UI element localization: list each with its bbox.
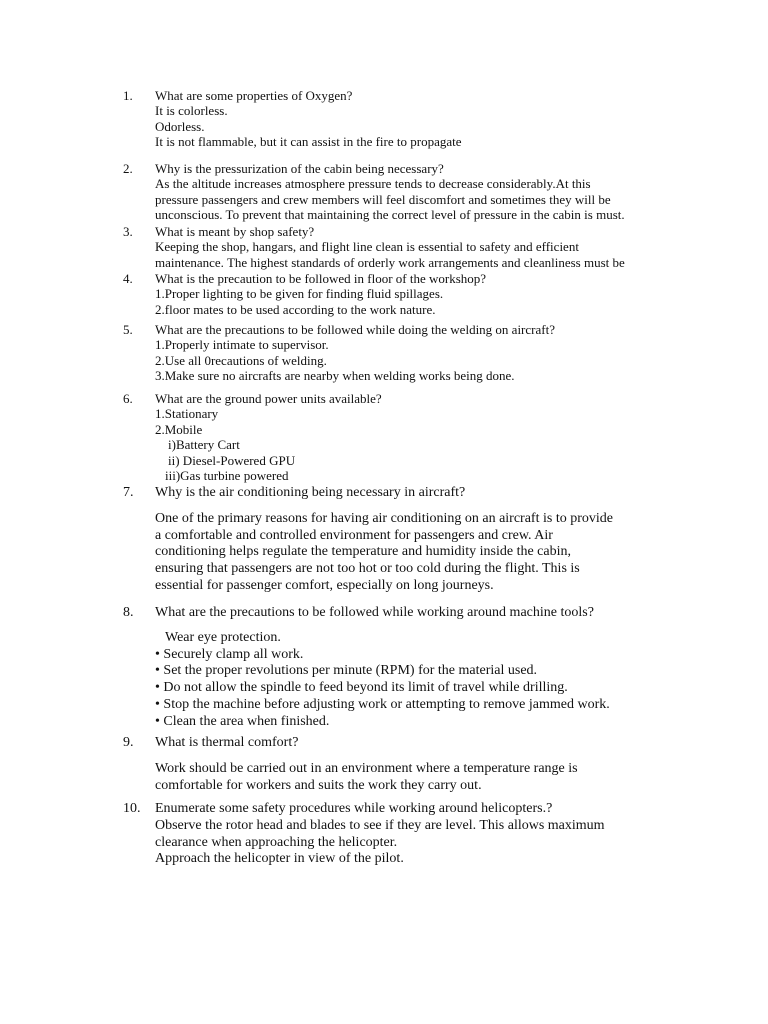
question-number: 4. — [123, 271, 133, 286]
bullet-line: • Stop the machine before adjusting work or attempting to remove jammed work. — [155, 696, 610, 712]
sub-answer-line: iii)Gas turbine powered — [165, 468, 289, 484]
answer-line: 2.floor mates to be used according to the work nature. — [155, 301, 436, 317]
question-number: 3. — [123, 224, 133, 239]
question-text: What are some properties of Oxygen? — [155, 88, 353, 103]
question-number: 10. — [123, 801, 141, 816]
answer-line: Odorless. — [155, 118, 205, 134]
question-number: 7. — [123, 485, 134, 500]
question-number: 6. — [123, 391, 133, 406]
bullet-line: • Securely clamp all work. — [155, 646, 304, 662]
answer-line: It is not flammable, but it can assist in the fire to propagate — [155, 134, 462, 150]
question-text: Why is the pressurization of the cabin being necessary? — [155, 161, 444, 176]
question-text: What are the ground power units available? — [155, 391, 382, 406]
answer-line: ensuring that passengers are not too hot or too cold during the flight. This is — [155, 561, 580, 577]
answer-line: 2.Use all 0recautions of welding. — [155, 352, 327, 368]
answer-line: Work should be carried out in an environment where a temperature range is — [155, 760, 578, 776]
answer-line: 1.Proper lighting to be given for finding fluid spillages. — [155, 286, 444, 302]
answer-line: conditioning helps regulate the temperature and humidity inside the cabin, — [155, 544, 571, 560]
question-text: What are the precautions to be followed while working around machine tools? — [155, 605, 594, 620]
question-text: What are the precautions to be followed while doing the welding on aircraft? — [155, 322, 555, 337]
answer-line: a comfortable and controlled environment for passengers and crew. Air — [155, 527, 553, 543]
bullet-line: • Do not allow the spindle to feed beyond its limit of travel while drilling. — [155, 680, 568, 696]
answer-line: maintenance. The highest standards of orderly work arrangements and cleanliness must be — [155, 254, 625, 270]
answer-line: 1.Properly intimate to supervisor. — [155, 337, 329, 353]
answer-line: clearance when approaching the helicopter. — [155, 834, 398, 850]
question-text: What is thermal comfort? — [155, 735, 299, 750]
answer-line: Wear eye protection. — [165, 629, 281, 645]
bullet-line: • Set the proper revolutions per minute (RPM) for the material used. — [155, 663, 538, 679]
answer-line: Approach the helicopter in view of the pilot. — [155, 851, 404, 867]
question-number: 5. — [123, 322, 133, 337]
answer-line: comfortable for workers and suits the work they carry out. — [155, 777, 482, 793]
question-number: 8. — [123, 605, 134, 620]
answer-line: As the altitude increases atmosphere pressure tends to decrease considerably.At this — [155, 176, 591, 192]
question-text: What is the precaution to be followed in floor of the workshop? — [155, 271, 487, 286]
question-number: 2. — [123, 161, 133, 176]
question-text: Enumerate some safety procedures while working around helicopters.? — [155, 801, 553, 816]
question-text: What is meant by shop safety? — [155, 224, 315, 239]
answer-line: It is colorless. — [155, 103, 228, 119]
answer-line: pressure passengers and crew members will feel discomfort and sometimes they will be — [155, 191, 611, 207]
answer-line: essential for passenger comfort, especially on long journeys. — [155, 577, 494, 593]
answer-line: Keeping the shop, hangars, and flight line clean is essential to safety and efficient — [155, 239, 579, 255]
answer-line: 1.Stationary — [155, 406, 219, 422]
sub-answer-line: i)Battery Cart — [168, 437, 240, 453]
bullet-line: • Clean the area when finished. — [155, 713, 330, 729]
question-number: 1. — [123, 88, 133, 103]
answer-line: 3.Make sure no aircrafts are nearby when welding works being done. — [155, 368, 515, 384]
answer-line: unconscious. To prevent that maintaining the correct level of pressure in the cabin is must. — [155, 207, 625, 223]
sub-answer-line: ii) Diesel-Powered GPU — [168, 452, 296, 468]
question-number: 9. — [123, 735, 134, 750]
answer-line: One of the primary reasons for having air conditioning on an aircraft is to provide — [155, 510, 613, 526]
question-text: Why is the air conditioning being necessary in aircraft? — [155, 485, 466, 500]
answer-line: Observe the rotor head and blades to see if they are level. This allows maximum — [155, 817, 605, 833]
answer-line: 2.Mobile — [155, 421, 203, 437]
